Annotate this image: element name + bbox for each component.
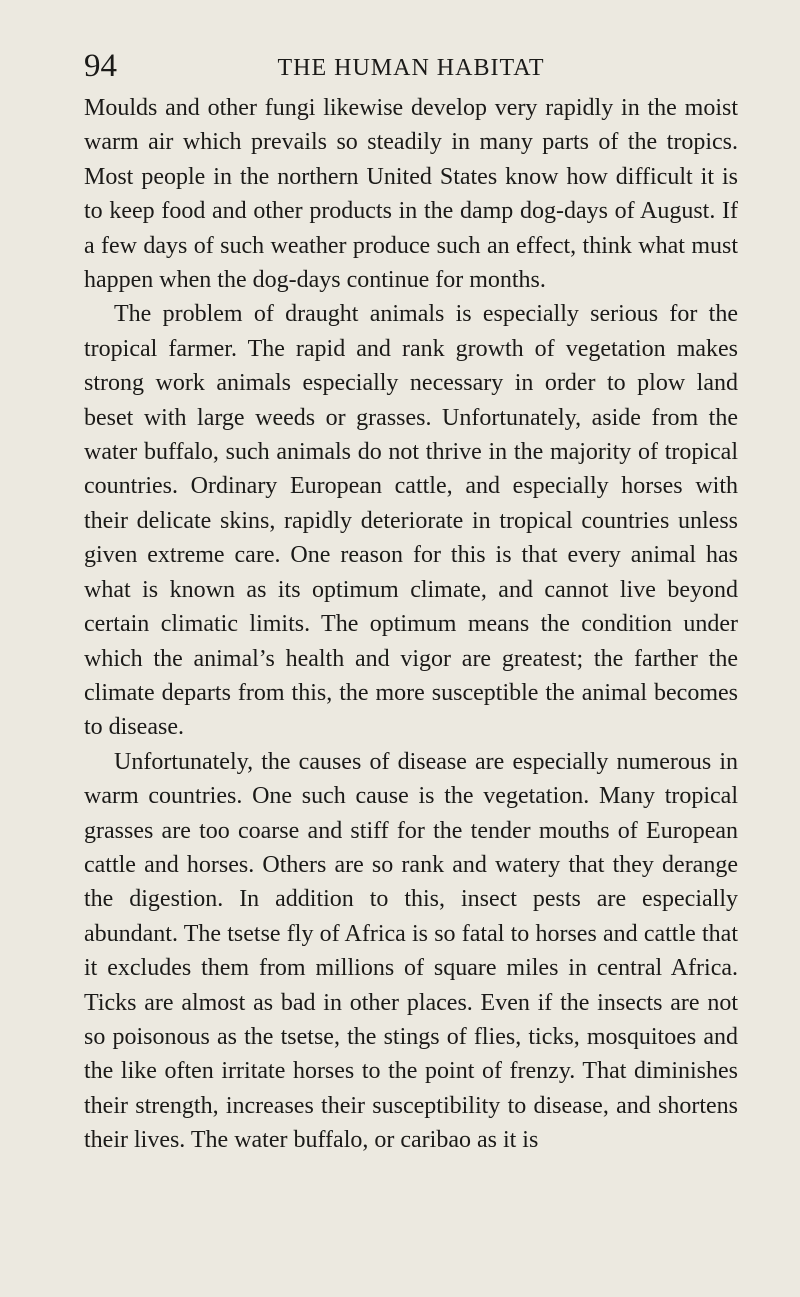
body-text [84, 91, 738, 1158]
paragraph: Moulds and other fungi likewise develop very rapidly in the moist warm air which prevails so steadily in many parts of the tropics. Most people in the northern United States know how difficult it is to keep food and other products in the damp dog-days of August. If a few days of such weather produce such an effect, think what must happen when the dog-days continue for months. [84, 95, 738, 294]
page-number: 94 [84, 48, 117, 84]
running-title: THE HUMAN HABITAT [277, 55, 545, 81]
page-header [84, 46, 738, 86]
paragraph: Unfortunately, the causes of disease are especially numerous in warm countries. One such cause is the vegetation. Many tropical grasses are too coarse and stiff for the tender mouths of European cattle and horses. Others are so rank and watery that they derange the digestion. In addition to this, insect pests are especially abundant. The tsetse fly of Africa is so fatal to horses and cattle that it excludes them from millions of square miles in central Africa. Ticks are almost as bad in other places. Even if the insects are not so poisonous as the tsetse, the stings of flies, ticks, mosquitoes and the like often irritate horses to the point of frenzy. That diminishes their strength, increases their susceptibility to disease, and shortens their lives. The water buffalo, or caribao as it is [84, 748, 738, 1154]
paragraph: The problem of draught animals is especially serious for the tropical farmer. The rapid and rank growth of vegetation makes strong work animals especially necessary in order to plow land beset with large weeds or grasses. Unfortunately, aside from the water buffalo, such animals do not thrive in the majority of tropical countries. Ordinary European cattle, and especially horses with their delicate skins, rapidly deteriorate in tropical countries unless given extreme care. One reason for this is that every animal has what is known as its optimum climate, and cannot live beyond certain climatic limits. The optimum means the condition under which the animal’s health and vigor are greatest; the farther the climate departs from this, the more susceptible the animal becomes to disease. [84, 301, 738, 741]
